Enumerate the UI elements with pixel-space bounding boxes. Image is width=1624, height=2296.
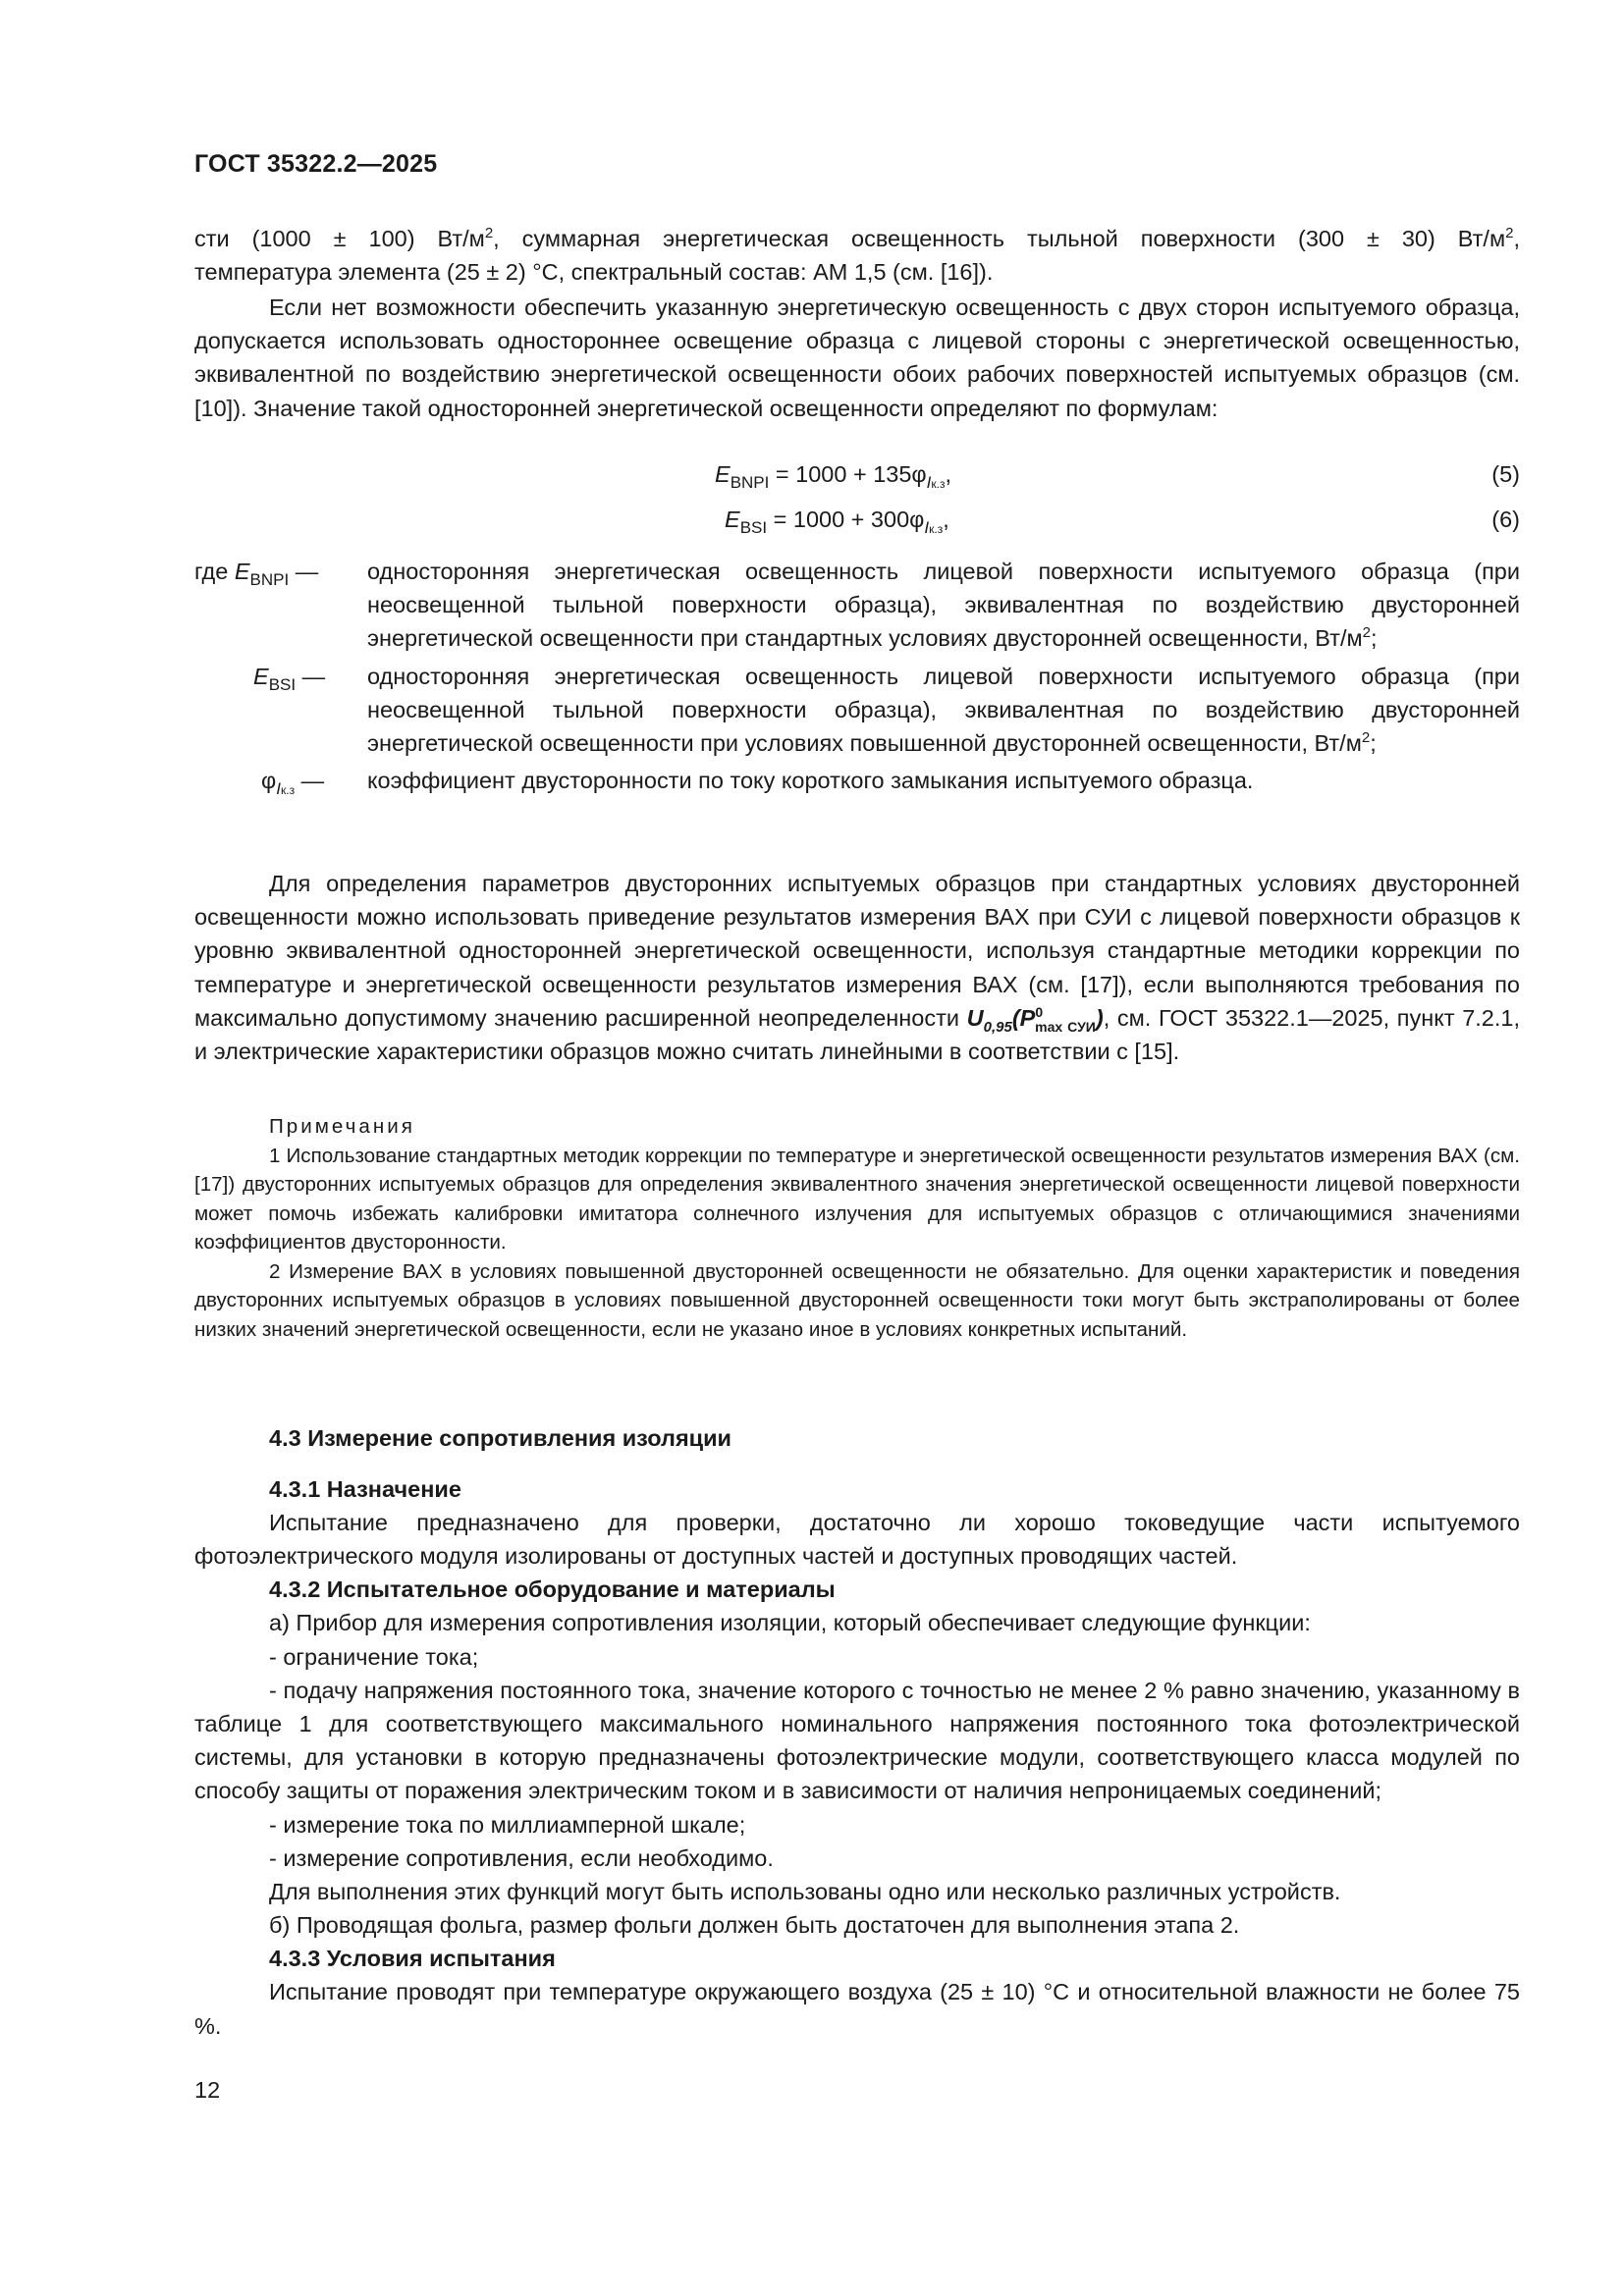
- definition-term: $E_{BSI}$ —: [253, 663, 326, 694]
- section-4-3: [194, 1421, 1520, 2043]
- definition-ebnpi: [194, 555, 1520, 656]
- note-2: 2 Измерение ВАХ в условиях повышенной двусторонней освещенности не обязательно. Для оценки характеристик и поведения двусторонних испытуемых образцов в условиях повышенной двусторонней освещенности токи могут быть экстраполированы от более низких значений энергетической освещенности, если не указано иное в условиях конкретных испытаний.: [194, 1259, 1520, 1341]
- equipment-note: Для выполнения этих функций могут быть использованы одно или несколько различных устройств.: [269, 1879, 1341, 1905]
- formula-6-number: (6): [1491, 507, 1520, 532]
- equipment-item-a: а) Прибор для измерения сопротивления изоляции, который обеспечивает следующие функции:: [269, 1610, 1311, 1636]
- definition-phi: [194, 764, 1520, 797]
- definitions-list: [194, 555, 1520, 797]
- definition-text: коэффициент двусторонности по току короткого замыкания испытуемого образца.: [367, 768, 1254, 794]
- section-4-3-1-text: Испытание предназначено для проверки, достаточно ли хорошо токоведущие части испытуемого фотоэлектрического модуля изолированы от доступных частей и доступных проводящих частей.: [194, 1510, 1520, 1570]
- equipment-function: - подачу напряжения постоянного тока, значение которого с точностью не менее 2 % равно значению, указанному в таблице 1 для соответствующего максимального номинального напряжения постоянного тока фотоэлектрической системы, для установки в которую предназначены фотоэлектрические модули, соответствующего класса модулей по способу защиты от поражения электрическим током и в зависимости от наличия непроницаемых соединений;: [194, 1677, 1520, 1804]
- definition-term: где $E_{BNPI}$ —: [194, 559, 319, 589]
- equipment-function: - измерение сопротивления, если необходимо.: [269, 1844, 774, 1871]
- intro-paragraph: [194, 222, 1520, 289]
- document-header: ГОСТ 35322.2—2025: [194, 150, 438, 178]
- paragraph-bifacial-parameters: Для определения параметров двусторонних испытуемых образцов при стандартных условиях двусторонней освещенности можно использовать приведение результатов измерения ВАХ при СУИ с лицевой поверхности образцов к уровню эквивалентной односторонней энергетической освещенности, используя стандартные методики коррекции по температуре и энергетической освещенности результатов измерения ВАХ (см. [17]), если выполняются требования по максимально допустимому значению расширенной неопределенности $U_{0,95}(P^0_{max СУИ})$, см. ГОСТ 35322.1—2025, пункт 7.2.1, и электрические характеристики образцов можно считать линейными в соответствии с [15].: [194, 871, 1521, 1065]
- equipment-function: - измерение тока по миллиамперной шкале;: [269, 1811, 746, 1838]
- definition-text: односторонняя энергетическая освещенность лицевой поверхности испытуемого образца (при неосвещенной тыльной поверхности образца), эквивалентная по воздействию двусторонней энергетической освещенности при стандартных условиях двусторонней освещенности, $Вт/м^2$;: [367, 559, 1520, 652]
- section-4-3-1-title: 4.3.1 Назначение: [269, 1476, 461, 1502]
- notes-block: [194, 1112, 1520, 1344]
- equipment-item-b: б) Проводящая фольга, размер фольги должен быть достаточен для выполнения этапа 2.: [269, 1912, 1240, 1939]
- formula-6-expression: $E_{BSI} = 1000 + 300\varphi_{Iк.з}$,: [725, 507, 949, 537]
- equipment-function: - ограничение тока;: [269, 1643, 479, 1670]
- notes-title: Примечания: [269, 1115, 415, 1138]
- definition-text: односторонняя энергетическая освещенность лицевой поверхности испытуемого образца (при неосвещенной тыльной поверхности образца), эквивалентная по воздействию двусторонней энергетической освещенности при условиях повышенной двусторонней освещенности, $Вт/м^2$;: [367, 663, 1520, 757]
- section-4-3-2-title: 4.3.2 Испытательное оборудование и материалы: [269, 1576, 836, 1603]
- note-1: 1 Использование стандартных методик коррекции по температуре и энергетической освещенности результатов измерения ВАХ (см. [17]) двусторонних испытуемых образцов для определения эквивалентного значения энергетической освещенности лицевой поверхности может помочь избежать калибровки имитатора солнечного излучения для испытуемых образцов с отличающимися значениями коэффициентов двусторонности.: [194, 1144, 1520, 1254]
- intro-line-2: температура элемента (25 ± 2) °С, спектральный состав: АМ 1,5 (см. [16]).: [194, 259, 994, 286]
- paragraph-one-sided-illumination: Если нет возможности обеспечить указанную энергетическую освещенность с двух сторон испытуемого образца, допускается использовать одностороннее освещение образца с лицевой стороны с энергетической освещенностью, эквивалентной по воздействию энергетической освещенности обоих рабочих поверхностей испытуемых образцов (см. [10]). Значение такой односторонней энергетической освещенности определяют по формулам:: [194, 294, 1520, 421]
- definition-term: $\varphi_{Iк.з}$ —: [261, 768, 325, 799]
- section-4-3-3-title: 4.3.3 Условия испытания: [269, 1946, 556, 1972]
- definition-ebsi: [194, 660, 1520, 761]
- section-4-3-title: 4.3 Измерение сопротивления изоляции: [269, 1425, 731, 1451]
- uncertainty-formula: $U_{0,95}(P^0_{max СУИ})$: [966, 1003, 1104, 1036]
- page-number: 12: [194, 2077, 221, 2103]
- formula-5-number: (5): [1491, 461, 1520, 487]
- intro-line-1: сти (1000 ± 100) $Вт/м^2$, суммарная энергетическая освещенность тыльной поверхности (300 ± 30) $Вт/м^2$,: [194, 225, 1520, 251]
- formula-block: [194, 461, 1520, 552]
- formula-6: [194, 507, 1520, 552]
- formula-5: [194, 461, 1520, 507]
- formula-5-expression: $E_{BNPI} = 1000 + 135\varphi_{Iк.з}$,: [715, 461, 952, 492]
- section-4-3-3-text: Испытание проводят при температуре окружающего воздуха (25 ± 10) °С и относительной влажности не более 75 %.: [194, 1979, 1520, 2039]
